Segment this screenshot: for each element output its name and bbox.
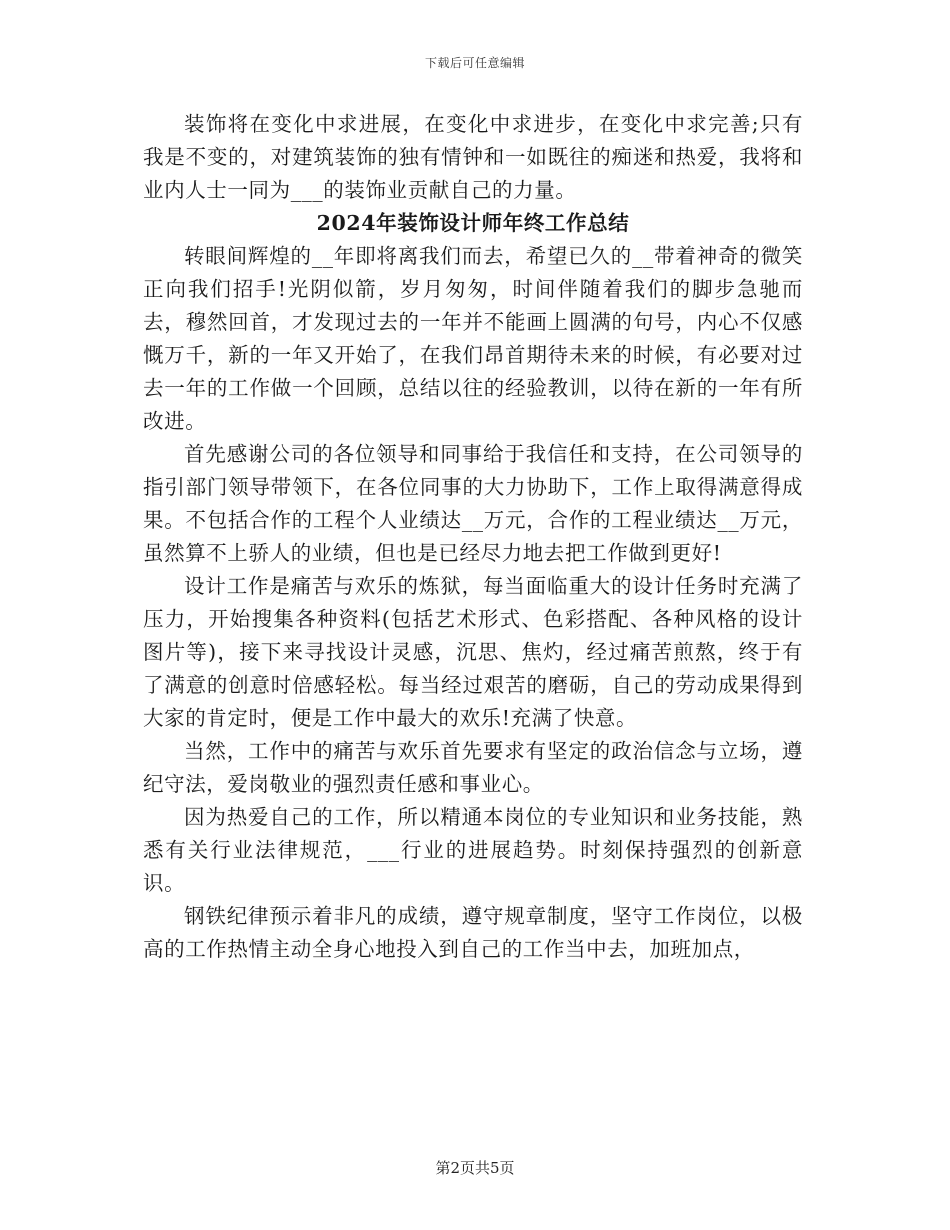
document-body — [143, 108, 803, 966]
page-number: 第2页共5页 — [435, 1159, 515, 1177]
paragraph-5: 因为热爱自己的工作，所以精通本岗位的专业知识和业务技能，熟悉有关行业法律规范，___行业的进展趋势。时刻保持强烈的创新意识。 — [143, 805, 803, 895]
paragraph-3: 设计工作是痛苦与欢乐的炼狱，每当面临重大的设计任务时充满了压力，开始搜集各种资料(包括艺术形式、色彩搭配、各种风格的设计图片等)，接下来寻找设计灵感，沉思、焦灼，经过痛苦煎熬，终于有了满意的创意时倍感轻松。每当经过艰苦的磨砺，自己的劳动成果得到大家的肯定时，便是工作中最大的欢乐!充满了快意。 — [143, 574, 803, 730]
paragraph-6: 钢铁纪律预示着非凡的成绩，遵守规章制度，坚守工作岗位，以极高的工作热情主动全身心地投入到自己的工作当中去，加班加点， — [143, 904, 803, 961]
paragraph-1: 转眼间辉煌的__年即将离我们而去，希望已久的__带着神奇的微笑正向我们招手!光阴似箭，岁月匆匆，时间伴随着我们的脚步急驰而去，穆然回首，才发现过去的一年并不能画上圆满的句号，内心不仅感慨万千，新的一年又开始了，在我们昂首期待未来的时候，有必要对过去一年的工作做一个回顾，总结以往的经验教训，以待在新的一年有所改进。 — [143, 244, 803, 433]
intro-paragraph: 装饰将在变化中求进展，在变化中求进步，在变化中求完善;只有我是不变的，对建筑装饰的独有情钟和一如既往的痴迷和热爱，我将和业内人士一同为___的装饰业贡献自己的力量。 — [143, 112, 803, 202]
paragraph-4: 当然，工作中的痛苦与欢乐首先要求有坚定的政治信念与立场，遵纪守法，爱岗敬业的强烈责任感和事业心。 — [143, 739, 803, 796]
page-header: 下载后可任意编辑 — [424, 56, 525, 70]
paragraph-2: 首先感谢公司的各位领导和同事给于我信任和支持，在公司领导的指引部门领导带领下，在各位同事的大力协助下，工作上取得满意得成果。不包括合作的工程个人业绩达__万元，合作的工程业绩达__万元，虽然算不上骄人的业绩，但也是已经尽力地去把工作做到更好! — [143, 442, 803, 565]
document-title: 2024年装饰设计师年终工作总结 — [316, 211, 630, 235]
